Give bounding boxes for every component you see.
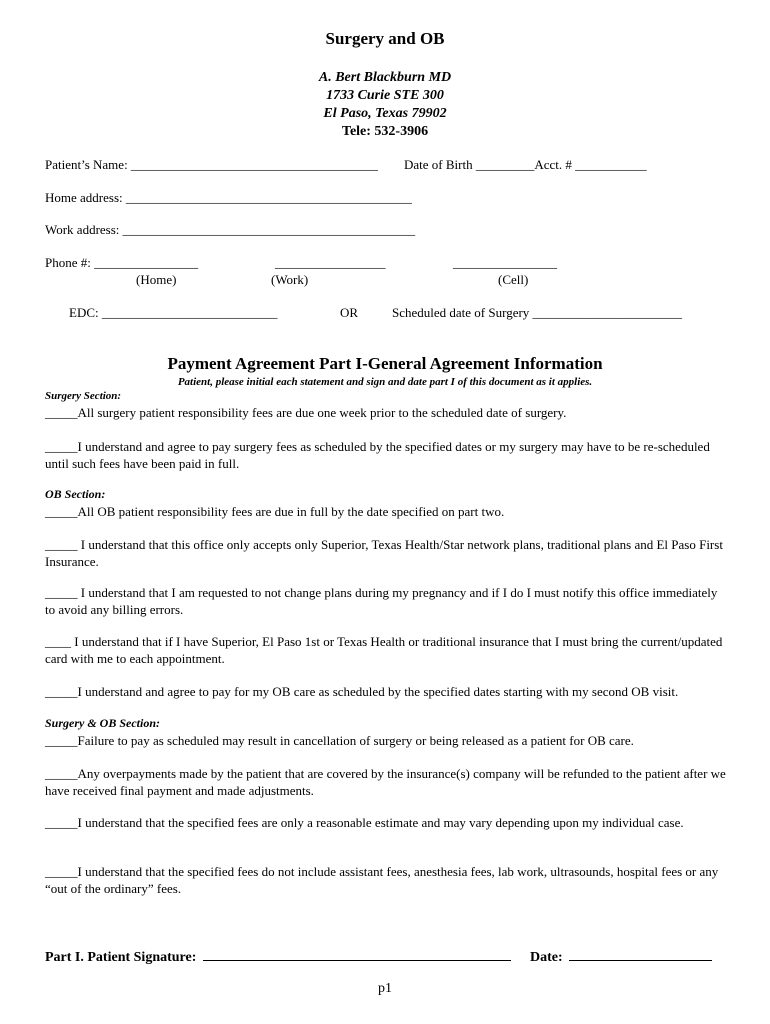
signature-label: Part I. Patient Signature: [45,950,197,965]
both-item-4[interactable]: _____I understand that the specified fees do not include assistant fees, anesthesia fees, lab work, ultrasounds, hospital fees or any “out of the ordinary” fees. [45,864,719,896]
page-number: p1 [378,981,392,996]
work-address-field[interactable]: Work address: _____________________________________________ [45,222,416,237]
phone-cell-caption: (Cell) [498,272,529,287]
date-label: Date: [530,950,563,965]
phone-home-field[interactable]: Phone #: ________________ [45,255,199,270]
ob-item-4[interactable]: ____ I understand that if I have Superior, El Paso 1st or Texas Health or traditional insurance that I must bring the current/updated card with me to each appointment. [45,634,723,666]
agreement-instruction: Patient, please initial each statement and sign and date part I of this document as it applies. [177,376,593,388]
surgery-date-field[interactable]: Scheduled date of Surgery _______________________ [392,305,683,320]
both-item-2[interactable]: _____Any overpayments made by the patient that are covered by the insurance(s) company will be refunded to the patient after we have received final payment and made adjustments. [45,766,726,798]
street-address: 1733 Curie STE 300 [326,88,444,103]
or-label: OR [340,305,359,320]
home-address-field[interactable]: Home address: ____________________________________________ [45,190,412,205]
phone-cell-field[interactable]: ________________ [453,255,557,270]
both-item-1[interactable]: _____Failure to pay as scheduled may result in cancellation of surgery or being released as a patient for OB care. [45,733,634,748]
both-section-title: Surgery & OB Section: [45,716,161,730]
surgery-item-2[interactable]: _____I understand and agree to pay surgery fees as scheduled by the specified dates or my surgery may have to be re-scheduled until such fees have been paid in full. [45,439,710,471]
signature-line[interactable] [203,946,511,961]
office-phone: Tele: 532-3906 [341,124,429,139]
signature-row [45,946,511,966]
agreement-heading: Payment Agreement Part I-General Agreement Information [167,354,603,373]
phone-work-caption: (Work) [271,272,309,287]
document-title: Surgery and OB [325,29,445,48]
date-row [530,946,712,966]
patient-name-field[interactable]: Patient’s Name: ______________________________________ [45,157,378,172]
ob-section-title: OB Section: [45,487,106,501]
doctor-name: A. Bert Blackburn MD [318,70,452,85]
phone-work-field[interactable]: _________________ [275,255,386,270]
ob-item-1[interactable]: _____All OB patient responsibility fees are due in full by the date specified on part two. [45,504,505,519]
ob-item-3[interactable]: _____ I understand that I am requested to not change plans during my pregnancy and if I do I must notify this office immediately to avoid any billing errors. [45,585,718,617]
edc-field[interactable]: EDC: ___________________________ [69,305,278,320]
city-address: El Paso, Texas 79902 [323,106,447,121]
dob-acct-field[interactable]: Date of Birth _________Acct. # ___________ [404,157,647,172]
surgery-section-title: Surgery Section: [45,390,122,402]
ob-item-5[interactable]: _____I understand and agree to pay for my OB care as scheduled by the specified dates starting with my second OB visit. [45,684,679,699]
surgery-item-1[interactable]: _____All surgery patient responsibility fees are due one week prior to the scheduled date of surgery. [45,405,567,420]
ob-item-2[interactable]: _____ I understand that this office only accepts only Superior, Texas Health/Star network plans, traditional plans and El Paso First Insurance. [45,537,723,569]
phone-home-caption: (Home) [136,272,177,287]
date-line[interactable] [569,946,712,961]
both-item-3[interactable]: _____I understand that the specified fees are only a reasonable estimate and may vary depending upon my individual case. [45,815,684,830]
